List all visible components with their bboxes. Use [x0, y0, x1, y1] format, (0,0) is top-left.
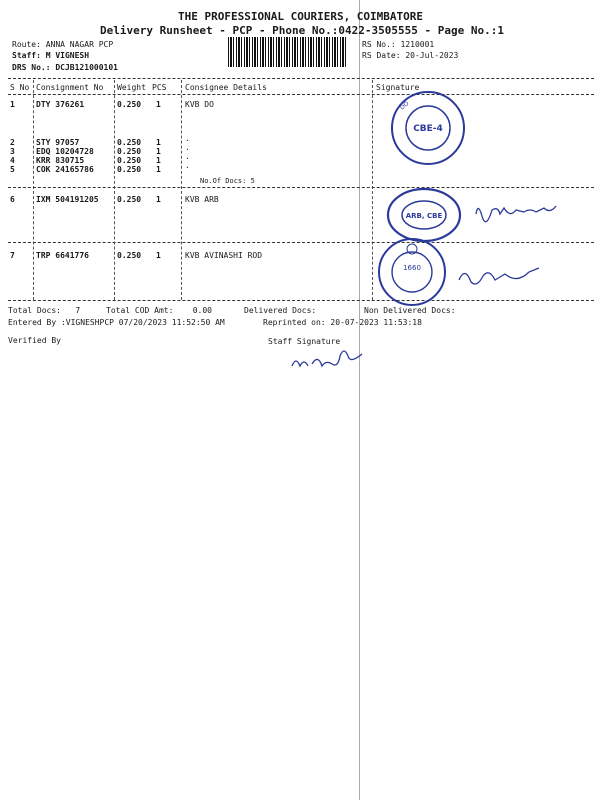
col-sno: S No [10, 83, 30, 92]
col-consignee: Consignee Details [185, 83, 267, 92]
row-details: KVB DO [185, 100, 214, 109]
rs-number: RS No.: 1210001 [362, 40, 435, 49]
staff-label: Staff: M VIGNESH [12, 51, 90, 60]
entered-by: Entered By :VIGNESHPCP 07/20/2023 11:52:50 AM [8, 318, 225, 327]
col-signature: Signature [376, 83, 420, 92]
col-consignment: Consignment No [36, 83, 104, 92]
divider [8, 242, 594, 243]
row-consignment: STY 97057 [36, 138, 80, 147]
recipient-signature [455, 258, 545, 298]
row-weight: 0.250 [117, 165, 142, 174]
row-details: . [185, 152, 190, 161]
col-separator [181, 80, 182, 300]
row-details: KVB ARB [185, 195, 219, 204]
svg-text:1660: 1660 [403, 264, 421, 272]
row-weight: 0.250 [117, 100, 142, 109]
row-pcs: 1 [156, 138, 161, 147]
row-pcs: 1 [156, 251, 161, 260]
reprinted-on: Reprinted on: 20-07-2023 11:53:18 [263, 318, 422, 327]
divider [8, 300, 594, 301]
row-pcs: 1 [156, 100, 161, 109]
col-pcs: PCS [152, 83, 167, 92]
bank-stamp-avinashi [372, 234, 452, 306]
divider [8, 78, 594, 79]
row-sno: 7 [10, 251, 15, 260]
non-delivered-docs: Non Delivered Docs: [364, 306, 456, 315]
verified-by: Verified By [8, 336, 61, 345]
row-sno: 4 [10, 156, 15, 165]
row-consignment: DTY 376261 [36, 100, 85, 109]
row-pcs: 1 [156, 147, 161, 156]
row-pcs: 1 [156, 165, 161, 174]
page-fold-line [359, 0, 360, 800]
total-cod: Total COD Amt: 0.00 [106, 306, 212, 315]
rs-date: RS Date: 20-Jul-2023 [362, 51, 459, 60]
staff-signature [288, 342, 368, 376]
col-separator [33, 80, 34, 300]
svg-text:DO: DO [398, 100, 411, 112]
row-sno: 5 [10, 165, 15, 174]
row-details: . [185, 134, 190, 143]
row-sno: 6 [10, 195, 15, 204]
divider [8, 94, 594, 95]
row-details: KVB AVINASHI ROD [185, 251, 263, 260]
delivered-docs: Delivered Docs: [244, 306, 317, 315]
runsheet-subtitle: Delivery Runsheet - PCP - Phone No.:0422-3505555 - Page No.:1 [100, 24, 504, 37]
svg-text:CBE-4: CBE-4 [413, 124, 443, 134]
row-weight: 0.250 [117, 138, 142, 147]
bank-stamp-do [388, 88, 468, 168]
barcode [228, 37, 348, 67]
company-title: THE PROFESSIONAL COURIERS, COIMBATORE [178, 10, 424, 23]
row-pcs: 1 [156, 156, 161, 165]
row-weight: 0.250 [117, 195, 142, 204]
row-sno: 1 [10, 100, 15, 109]
row-weight: 0.250 [117, 147, 142, 156]
row-sno: 2 [10, 138, 15, 147]
divider [8, 187, 594, 188]
row-pcs: 1 [156, 195, 161, 204]
row-details: . [185, 143, 190, 152]
row-sno: 3 [10, 147, 15, 156]
row-consignment: KRR 830715 [36, 156, 85, 165]
svg-text:ARB, CBE: ARB, CBE [405, 212, 443, 220]
total-docs: Total Docs: 7 [8, 306, 81, 315]
row-details: . [185, 161, 190, 170]
col-separator [114, 80, 115, 300]
row-consignment: IXM 504191205 [36, 195, 99, 204]
col-weight: Weight [117, 83, 146, 92]
staff-signature-label: Staff Signature [268, 337, 341, 346]
row-consignment: EDQ 10204728 [36, 147, 94, 156]
drs-number: DRS No.: DCJB121000101 [12, 63, 118, 72]
no-of-docs: No.Of Docs: 5 [200, 177, 255, 185]
route-label: Route: ANNA NAGAR PCP [12, 40, 114, 49]
recipient-signature [470, 196, 570, 226]
row-consignment: TRP 6641776 [36, 251, 89, 260]
row-weight: 0.250 [117, 156, 142, 165]
row-weight: 0.250 [117, 251, 142, 260]
row-consignment: COK 24165786 [36, 165, 94, 174]
